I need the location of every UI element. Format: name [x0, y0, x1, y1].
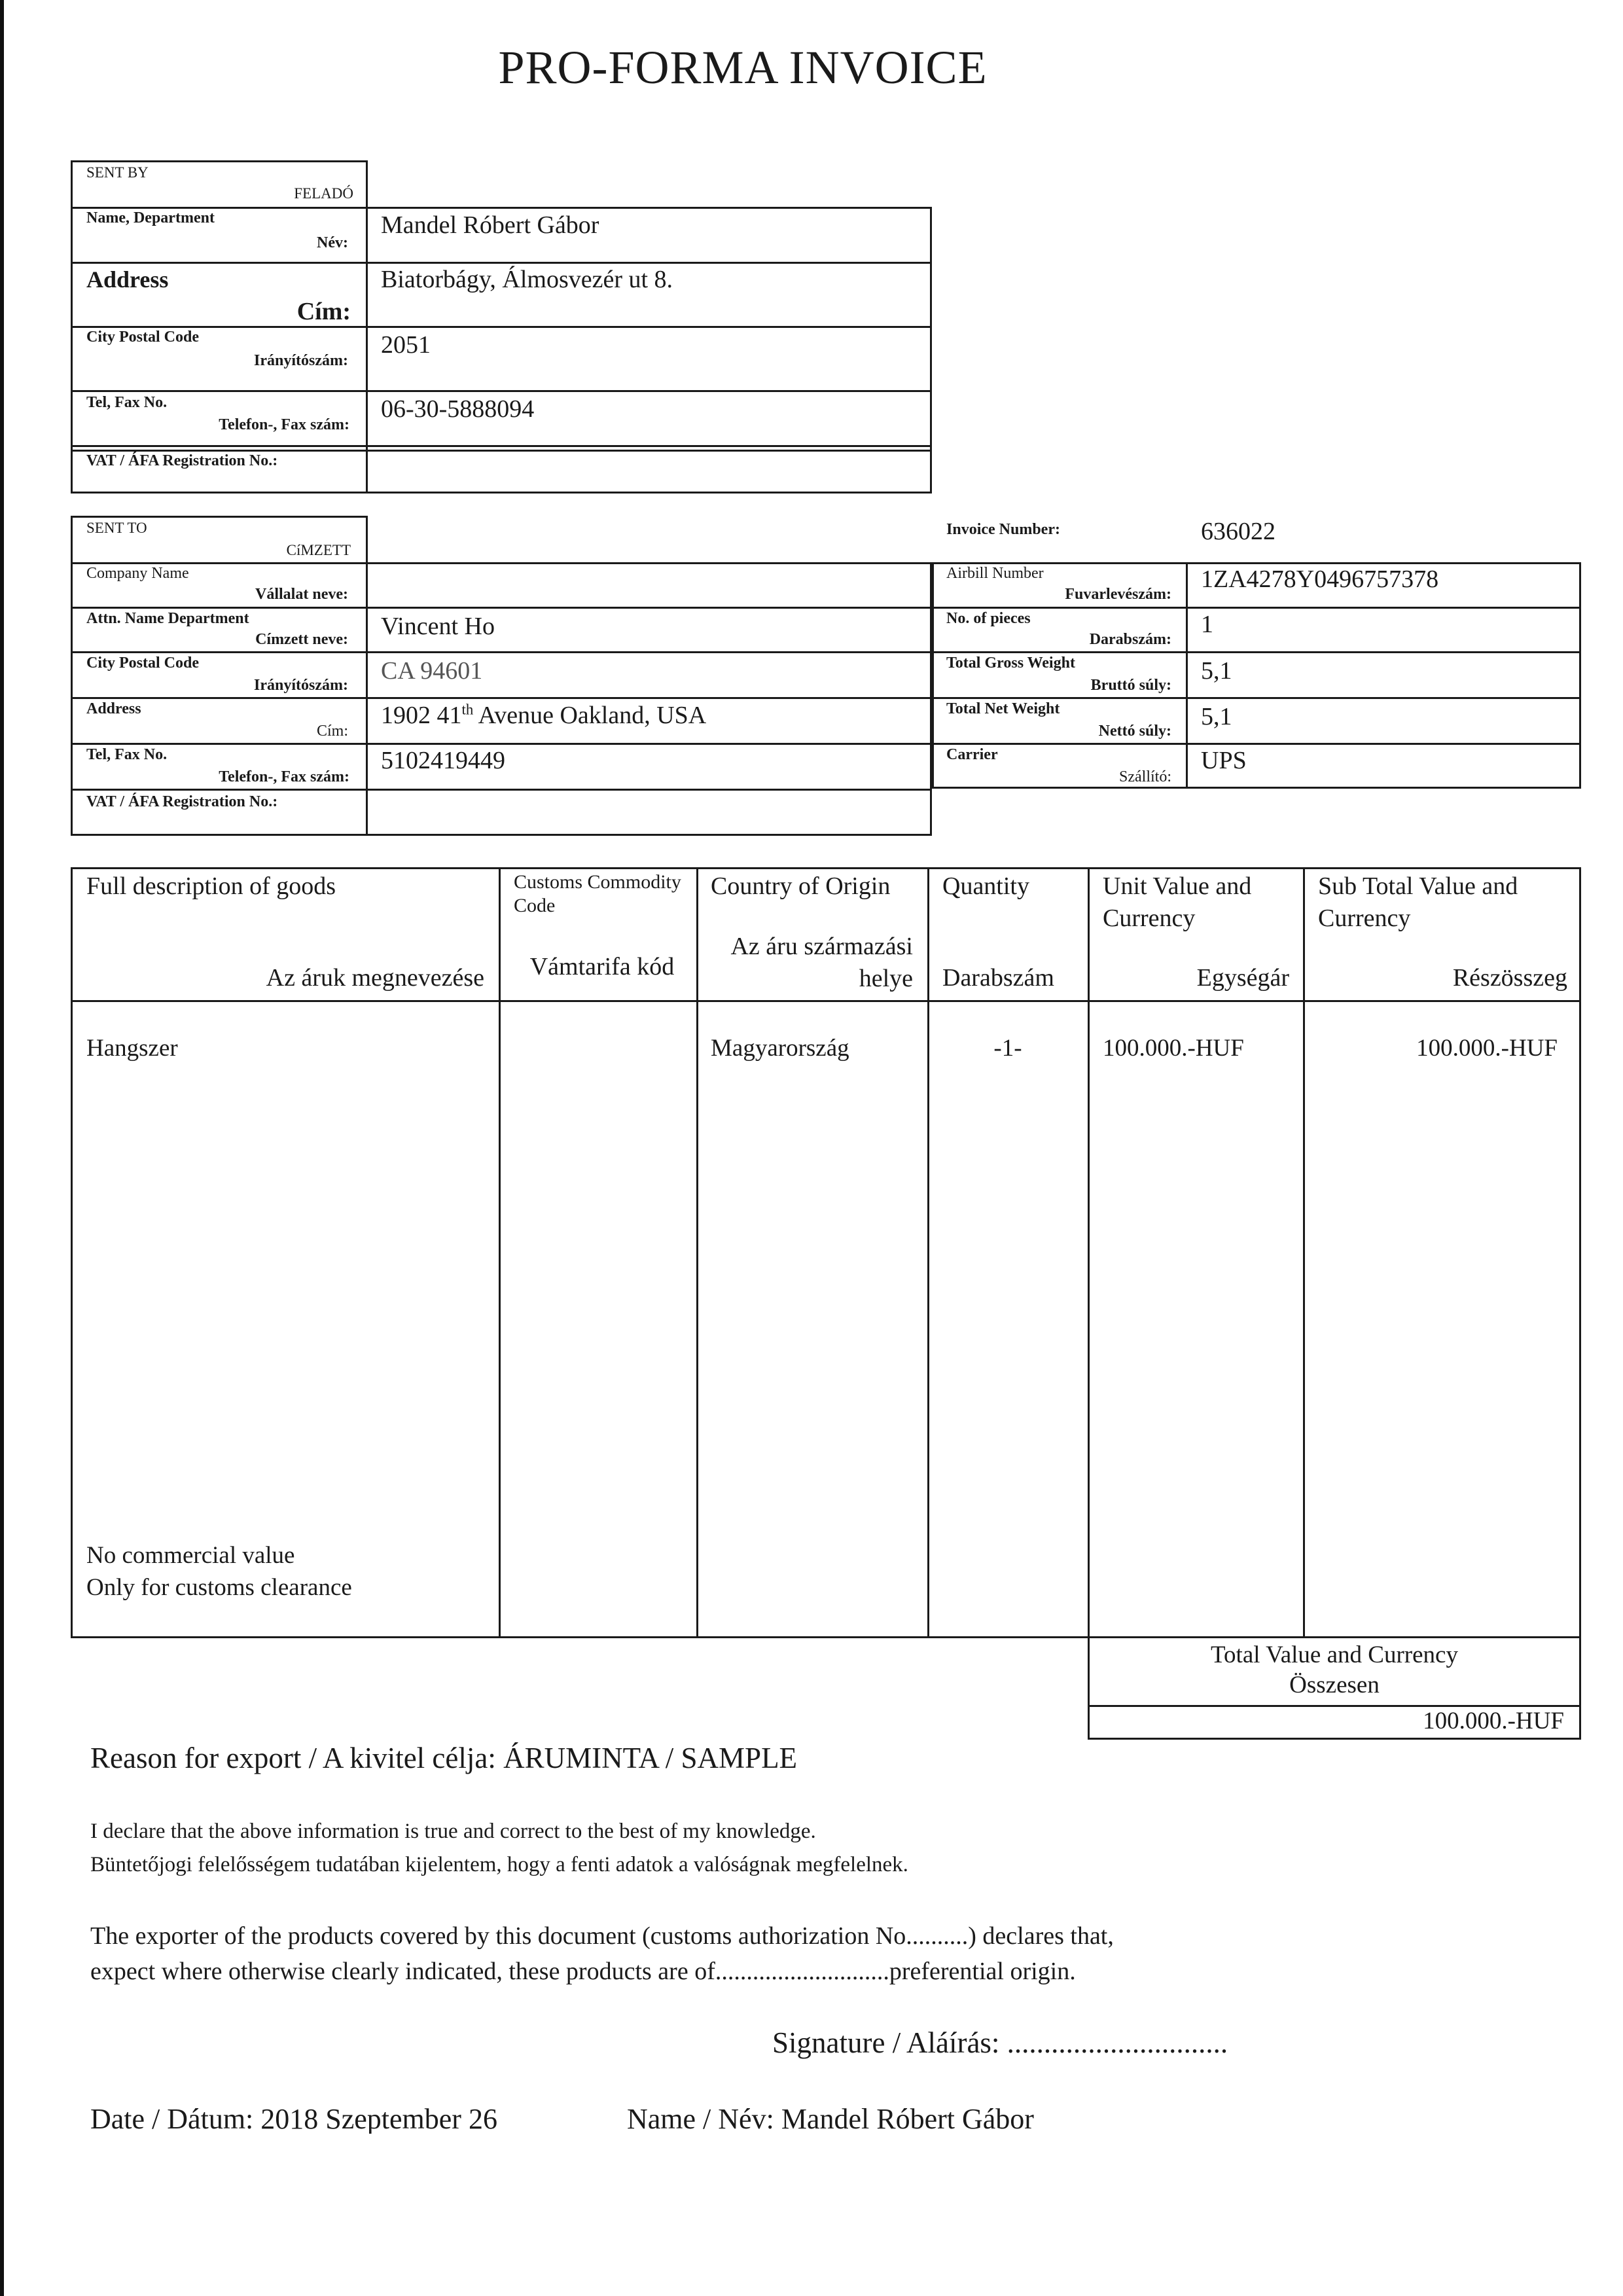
- row-description: Hangszer: [86, 1035, 178, 1062]
- net-weight-value: 5,1: [1201, 703, 1232, 730]
- recipient-address-label: Address: [86, 700, 141, 717]
- total-label-hu: Összesen: [1289, 1672, 1380, 1698]
- row-unit-value: 100.000.-HUF: [1103, 1035, 1244, 1062]
- recipient-header-hu: CíMZETT: [286, 542, 351, 558]
- date-line: Date / Dátum: 2018 Szeptember 26: [90, 2103, 497, 2134]
- airbill-label: Airbill Number: [946, 565, 1044, 582]
- goods-header-line: [71, 1000, 1581, 1002]
- sender-postal-label: City Postal Code: [86, 329, 199, 346]
- exporter-line2: expect where otherwise clearly indicated, these products are of............................preferential origin.: [90, 1958, 1076, 1985]
- sender-header-en: SENT BY: [86, 164, 149, 181]
- recipient-row-line: [71, 789, 932, 791]
- gross-weight-label: Total Gross Weight: [946, 655, 1075, 672]
- pieces-value: 1: [1201, 611, 1213, 638]
- recipient-attn-label-hu: Címzett neve:: [255, 631, 348, 648]
- recipient-attn-label: Attn. Name Department: [86, 610, 249, 627]
- carrier-label: Carrier: [946, 746, 998, 763]
- sender-row-line: [71, 262, 932, 264]
- col-unit-hu: Egységár: [1196, 964, 1289, 992]
- recipient-postal-label: City Postal Code: [86, 655, 199, 672]
- recipient-row-line: [71, 651, 932, 653]
- pieces-label-hu: Darabszám:: [1089, 631, 1171, 648]
- recipient-attn-value: Vincent Ho: [381, 613, 495, 640]
- recipient-tel-label-hu: Telefon-, Fax szám:: [219, 768, 349, 785]
- col-customs-en: Customs Commodity Code: [514, 871, 681, 916]
- exporter-line1: The exporter of the products covered by this document (customs authorization No..........) declares that,: [90, 1922, 1114, 1950]
- sender-tel-label-hu: Telefon-, Fax szám:: [219, 416, 349, 433]
- sender-address-value: Biatorbágy, Álmosvezér ut 8.: [381, 266, 673, 293]
- sender-vat-divider: [366, 445, 368, 493]
- scan-edge: [0, 0, 4, 2296]
- sender-divider: [366, 207, 368, 452]
- row-quantity: -1-: [993, 1035, 1022, 1062]
- recipient-divider: [366, 562, 368, 836]
- carrier-value: UPS: [1201, 747, 1247, 774]
- gross-weight-value: 5,1: [1201, 657, 1232, 685]
- sender-name-label-hu: Név:: [317, 234, 348, 251]
- col-unit-en: Unit Value and Currency: [1103, 872, 1252, 933]
- recipient-address-number: 1902 41: [381, 702, 462, 729]
- recipient-row-line: [71, 743, 932, 745]
- recipient-header-en: SENT TO: [86, 520, 147, 536]
- goods-col-line: [927, 867, 929, 1638]
- recipient-vat-label: VAT / ÁFA Registration No.:: [86, 793, 278, 810]
- col-quantity-hu: Darabszám: [942, 964, 1054, 992]
- sender-tel-value: 06-30-5888094: [381, 395, 535, 423]
- shipment-row-line: [932, 743, 1581, 745]
- recipient-row-line: [71, 697, 932, 699]
- shipment-row-line: [932, 697, 1581, 699]
- recipient-address-street: Avenue Oakland, USA: [473, 702, 707, 729]
- goods-col-line: [1303, 867, 1305, 1638]
- net-weight-label-hu: Nettó súly:: [1098, 723, 1171, 740]
- airbill-label-hu: Fuvarlevészám:: [1065, 586, 1171, 603]
- recipient-postal-label-hu: Irányítószám:: [254, 677, 348, 694]
- airbill-value: 1ZA4278Y0496757378: [1201, 565, 1439, 593]
- shipment-row-line: [932, 651, 1581, 653]
- row-origin: Magyarország: [711, 1035, 849, 1062]
- sender-vat-label: VAT / ÁFA Registration No.:: [86, 452, 278, 469]
- recipient-address-label-hu: Cím:: [316, 723, 348, 740]
- sender-row-line: [71, 390, 932, 392]
- sender-row-line: [71, 326, 932, 328]
- col-description-hu: Az áruk megnevezése: [266, 964, 484, 992]
- shipment-divider: [1186, 562, 1188, 789]
- goods-note-line2: Only for customs clearance: [86, 1574, 352, 1601]
- recipient-row-line: [71, 607, 932, 609]
- goods-col-line: [696, 867, 698, 1638]
- recipient-postal-value: CA 94601: [381, 657, 483, 685]
- pieces-label: No. of pieces: [946, 610, 1031, 627]
- page-title: PRO-FORMA INVOICE: [498, 41, 988, 94]
- total-label-en: Total Value and Currency: [1211, 1641, 1458, 1668]
- col-subtotal-hu: Részösszeg: [1452, 964, 1567, 992]
- recipient-address-ordinal: th: [461, 701, 474, 718]
- sender-postal-value: 2051: [381, 331, 431, 359]
- col-quantity-en: Quantity: [942, 872, 1029, 900]
- recipient-company-label: Company Name: [86, 565, 189, 582]
- recipient-address-value: [381, 701, 706, 730]
- col-origin-en: Country of Origin: [711, 872, 891, 900]
- net-weight-label: Total Net Weight: [946, 700, 1060, 717]
- sender-address-label: Address: [86, 266, 169, 293]
- signature-line: Signature / Aláírás: ..............................: [772, 2026, 1228, 2059]
- goods-col-line: [499, 867, 501, 1638]
- gross-weight-label-hu: Bruttó súly:: [1090, 677, 1171, 694]
- sender-name-label: Name, Department: [86, 209, 215, 226]
- sender-tel-label: Tel, Fax No.: [86, 394, 168, 411]
- carrier-label-hu: Szállító:: [1119, 768, 1171, 785]
- row-sub-total: 100.000.-HUF: [1416, 1035, 1558, 1062]
- goods-note-line1: No commercial value: [86, 1542, 295, 1569]
- col-description-en: Full description of goods: [86, 872, 336, 900]
- col-subtotal-en: Sub Total Value and Currency: [1318, 872, 1518, 933]
- sender-header-hu: FELADÓ: [294, 185, 353, 202]
- goods-col-line: [1088, 867, 1090, 1638]
- recipient-company-label-hu: Vállalat neve:: [255, 586, 348, 603]
- col-customs-hu: Vámtarifa kód: [529, 953, 675, 980]
- total-value: 100.000.-HUF: [1423, 1708, 1564, 1734]
- declaration-line1: I declare that the above information is true and correct to the best of my knowledge.: [90, 1820, 816, 1843]
- col-origin-hu: Az áru származási helye: [730, 933, 913, 993]
- reason-for-export: Reason for export / A kivitel célja: ÁRUMINTA / SAMPLE: [90, 1742, 798, 1774]
- declaration-line2: Büntetőjogi felelősségem tudatában kijelentem, hogy a fenti adatok a valóságnak megfelelnek.: [90, 1853, 908, 1876]
- sender-postal-label-hu: Irányítószám:: [254, 352, 348, 369]
- recipient-tel-value: 5102419449: [381, 747, 505, 774]
- recipient-tel-label: Tel, Fax No.: [86, 746, 168, 763]
- sender-name-value: Mandel Róbert Gábor: [381, 211, 599, 239]
- footer-crop: [0, 2094, 1623, 2134]
- sender-address-label-hu: Cím:: [296, 298, 351, 325]
- shipment-row-line: [932, 607, 1581, 609]
- invoice-number-value: 636022: [1201, 518, 1275, 545]
- invoice-number-label: Invoice Number:: [946, 521, 1060, 538]
- name-line: Name / Név: Mandel Róbert Gábor: [627, 2103, 1034, 2134]
